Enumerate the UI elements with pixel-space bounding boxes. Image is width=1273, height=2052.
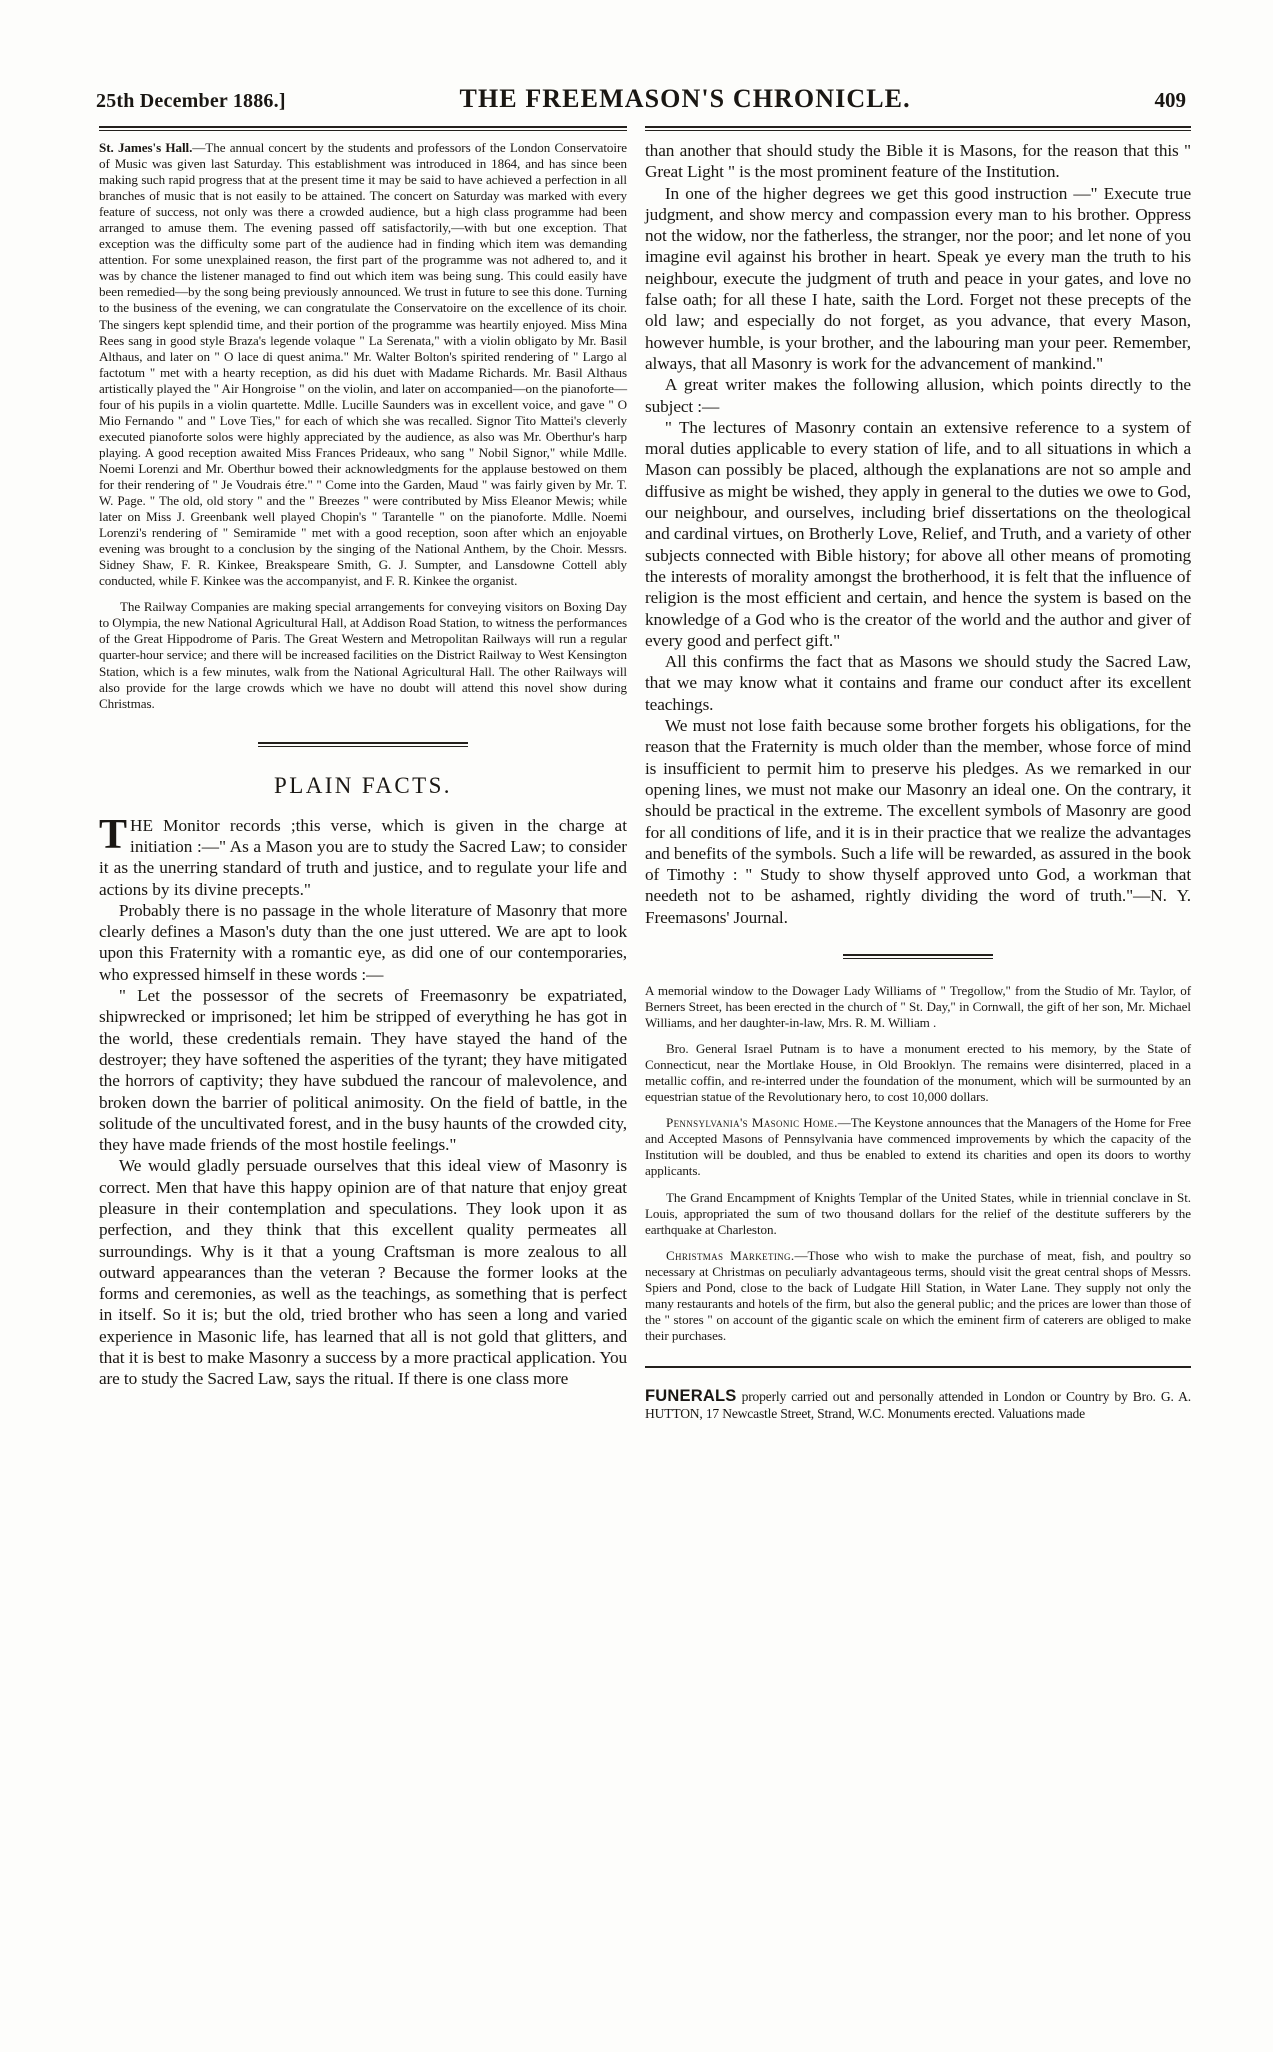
- article-heading: PLAIN FACTS.: [274, 772, 452, 798]
- right-column: [645, 140, 1191, 1422]
- pennsylvania-masonic-home-notice: [645, 1115, 1191, 1179]
- section-divider-rule: [258, 742, 468, 747]
- left-column: [99, 140, 627, 1390]
- concert-report-body: —The annual concert by the students and professors of the London Conservatoire of Music was given last Saturday. This establishment was introduced in 1864, and has since been making such rapid progress that at the present time it may be said to have achieved a perfection in all branches of music that is not easily to be attained. The concert on Saturday was marked with every feature of success, not only was there a crowded audience, but a high class programme had been arranged to amuse them. The evening passed off satisfactorily,—with but one exception. That exception was the difficulty some part of the audience had in finding which item was demanding attention. For some unexplained reason, the first part of the programme was not adhered to, and it was by chance the listener managed to find out which item was being sung. This could easily have been remedied—by the song being previously announced. We trust in future to see this done. Turning to the business of the evening, we can congratulate the Conservatoire on the excellence of its choir. The singers kept splendid time, and their portion of the programme was heartily enjoyed. Miss Mina Rees sang in good style Braza's legende volaque " La Serenata," with a violin obligato by Mr. Basil Althaus, and later on " O lace di quest anima." Mr. Walter Bolton's spirited rendering of " Largo al factotum " met with a hearty reception, as did his duet with Madame Richards. Mr. Basil Althaus artistically played the " Air Hongroise " on the violin, and later on accompanied—on the pianoforte—four of his pupils in a violin quartette. Mdlle. Lucille Saunders was in excellent voice, and gave " O Mio Fernando " and " Love Ties," for each of which she was recalled. Signor Tito Mattei's cleverly executed pianoforte solos were highly appreciated by the audience, as also was Mr. Oberthur's harp playing. A good reception awaited Miss Frances Prideaux, who sang " Nobil Signor," while Mdlle. Noemi Lorenzi and Mr. Oberthur bowed their acknowledgments for the applause bestowed on them for their rendering of " Je Voudrais étre." " Come into the Garden, Maud " was fairly given by Mr. T. W. Page. " The old, old story " and the " Breezes " were contributed by Miss Eleanor Mewis; while later on Miss J. Greenbank well played Chopin's " Tarantelle " on the pianoforte. Mdlle. Noemi Lorenzi's rendering of " Semiramide " met with a good reception, soon after which an enjoyable evening was brought to a conclusion by the singing of the National Anthem, by the Choir. Messrs. Sidney Shaw, F. R. Kinkee, Breakspeare Smith, G. J. Sumpter, and Lansdowne Cottell ably conducted, while F. Kinkee was the accompanyist, and F. R. Kinkee the organist.: [99, 140, 627, 589]
- christmas-marketing-body: —Those who wish to make the purchase of meat, fish, and poultry so necessary at Christmas on peculiarly advantageous terms, should visit the great central shops of Messrs. Spiers and Pond, close to the back of Ludgate Hill Station, in Water Lane. They supply not only the many restaurants and hotels of the firm, but also the general public; and the prices are lower than those of the " stores " on account of the gigantic scale on which the eminent firm of caterers are obliged to make their purchases.: [645, 1247, 1191, 1343]
- article-paragraph-4: We would gladly persuade ourselves that this ideal view of Masonry is correct. Men that have this happy opinion are of that nature that enjoy great pleasure in their contemplation and speculations. They look upon it as perfection, and they think that this excellent quality permeates all surroundings. Why is it that a young Craftsman is more zealous to all outward appearances than the veteran ? Because the former looks at the forms and ceremonies, as well as the teachings, as something that is perfect in itself. So it is; but the old, tried brother who has seen a long and varied experience in Masonic life, has learned that all is not gold that glitters, and that it is best to make Masonry a success by a more practical application. You are to study the Sacred Law, says the ritual. If there is one class more: [99, 1156, 627, 1389]
- drop-cap: T: [99, 811, 128, 858]
- article-paragraph-2: Probably there is no passage in the whole literature of Masonry that more clearly defines a Mason's duty than the one just uttered. We are apt to look upon this Fraternity with a romantic eye, as did one of our contemporaries, who expressed himself in these words :—: [99, 900, 627, 984]
- pennsylvania-notice-lead-in: Pennsylvania's Masonic Home.: [665, 1115, 838, 1131]
- putnam-monument-notice: Bro. General Israel Putnam is to have a monument erected to his memory, by the State of Connecticut, near the Mortlake House, in Old Brooklyn. The remains were disinterred, placed in a metallic coffin, and re-interred under the foundation of the monument, which will be surmounted by an equestrian statue of the Revolutionary hero, to cost 10,000 dollars.: [645, 1041, 1191, 1105]
- railway-note: The Railway Companies are making special arrangements for conveying visitors on Boxing Day to Olympia, the new National Agricultural Hall, at Addison Road Station, to witness the performances of the Great Hippodrome of Paris. The Great Western and Metropolitan Railways will run a regular quarter-hour service; and there will be increased facilities on the District Railway to West Kensington Station, which is a few minutes, walk from the National Agricultural Hall. The other Railways will also provide for the large crowds which we have no doubt will attend this novel show during Christmas.: [99, 599, 627, 711]
- header-rule-left: [99, 126, 627, 131]
- concert-report-lead-in: St. James's Hall.: [99, 140, 193, 155]
- article-cont-paragraph-2: In one of the higher degrees we get this good instruction —" Execute true judgment, and show mercy and compassion every man to his brother. Oppress not the widow, nor the fatherless, the stranger, nor the poor; and let none of you imagine evil against his brother in heart. Speak ye every man the truth to his neighbour, execute the judgment of truth and peace in your gates, and love no false oath; for all these I hate, saith the Lord. Forget not these precepts of the old law; and especially do not forget, as you advance, that every Mason, however humble, is your brother, and the labouring man your peer. Remember, always, that all Masonry is work for the advancement of mankind.": [645, 183, 1191, 373]
- article-cont-paragraph-1: than another that should study the Bible it is Masons, for the reason that this " Great Light " is the most prominent feature of the Institution.: [645, 141, 1191, 182]
- funerals-advert-brand: FUNERALS: [645, 1386, 737, 1405]
- pennsylvania-notice-body: —The Keystone announces that the Managers of the Home for Free and Accepted Masons of Pennsylvania have commenced improvements by which the capacity of the Institution will be doubled, and thus be enabled to extend its charities and open its doors to worthy applicants.: [645, 1115, 1191, 1179]
- concert-report: [99, 140, 627, 589]
- advert-divider-rule: [645, 1366, 1191, 1368]
- masthead-title: THE FREEMASON'S CHRONICLE.: [459, 84, 911, 113]
- notices-divider-rule: [843, 954, 993, 959]
- article-cont-paragraph-4: " The lectures of Masonry contain an extensive reference to a system of moral duties applicable to every station of life, and to all situations in which a Mason can possibly be placed, although the explanations are not so ample and diffusive as might be wished, they apply in general to the duties we owe to God, our neighbour, and ourselves, including brief dissertations on the theological and cardinal virtues, on Brotherly Love, Relief, and Truth, and a variety of other subjects connected with Bible history; for above all other means of promoting the interests of morality amongst the brotherhood, it is felt that the influence of religion is the most efficient and certain, and hence the system is based on the knowledge of a God who is the creator of the world and the author and giver of every good and perfect gift.": [645, 417, 1191, 650]
- article-paragraph-1: [99, 811, 627, 900]
- funerals-advert[interactable]: [645, 1388, 1191, 1422]
- article-paragraph-1-text: HE Monitor records ;this verse, which is given in the charge at initiation :—" As a Mason you are to study the Sacred Law; to consider it as the unerring standard of truth and justice, and to regulate your life and actions by its divine precepts.": [99, 815, 627, 899]
- article-paragraph-3: " Let the possessor of the secrets of Freemasonry be expatriated, shipwrecked or imprisoned; let him be stripped of everything he has got in the world, these credentials remain. They have stayed the hand of the destroyer; they have softened the asperities of the tyrant; they have mitigated the horrors of captivity; they have subdued the rancour of malevolence, and broken down the barrier of political animosity. On the field of battle, in the solitude of the uncultivated forest, and in the busy haunts of the crowded city, they have made friends of the most hostile feelings.": [99, 986, 627, 1155]
- masthead: [96, 84, 1186, 120]
- funerals-advert-body: properly carried out and personally attended in London or Country by Bro. G. A. HUTTON, 17 Newcastle Street, Strand, W.C. Monuments erected. Valuations made: [645, 1388, 1191, 1421]
- masthead-date: 25th December 1886.]: [96, 90, 286, 112]
- header-rule-right: [645, 126, 1191, 131]
- memorial-window-notice: A memorial window to the Dowager Lady Williams of " Tregollow," from the Studio of Mr. Taylor, of Berners Street, has been erected in the church of " St. Day," in Cornwall, the gift of her son, Mr. Michael Williams, and her daughter-in-law, Mrs. R. M. William .: [645, 982, 1191, 1031]
- article-cont-paragraph-3: A great writer makes the following allusion, which points directly to the subject :—: [645, 375, 1191, 416]
- knights-templar-notice: The Grand Encampment of Knights Templar of the United States, while in triennial conclave in St. Louis, appropriated the sum of two thousand dollars for the relief of the destitute sufferers by the earthquake at Charleston.: [645, 1189, 1191, 1237]
- article-cont-paragraph-5: All this confirms the fact that as Masons we should study the Sacred Law, that we may know what it contains and frame our conduct after its excellent teachings.: [645, 652, 1191, 714]
- article-cont-paragraph-6: We must not lose faith because some brother forgets his obligations, for the reason that the Fraternity is much older than the member, whose force of mind is insufficient to permit him to preserve his pledges. As we remarked in our opening lines, we must not make our Masonry an ideal one. On the contrary, it should be practical in the extreme. The excellent symbols of Masonry are good for all conditions of life, and it is in their practice that we realize the advantages and benefits of the symbols. Such a life will be rewarded, as assured in the book of Timothy : " Study to show thyself approved unto God, a workman that needeth not to be ashamed, rightly dividing the word of truth."—N. Y. Freemasons' Journal.: [645, 716, 1191, 927]
- christmas-marketing-notice: [645, 1248, 1191, 1344]
- christmas-marketing-lead-in: Christmas Marketing.: [665, 1247, 795, 1263]
- page-number: 409: [1154, 88, 1186, 112]
